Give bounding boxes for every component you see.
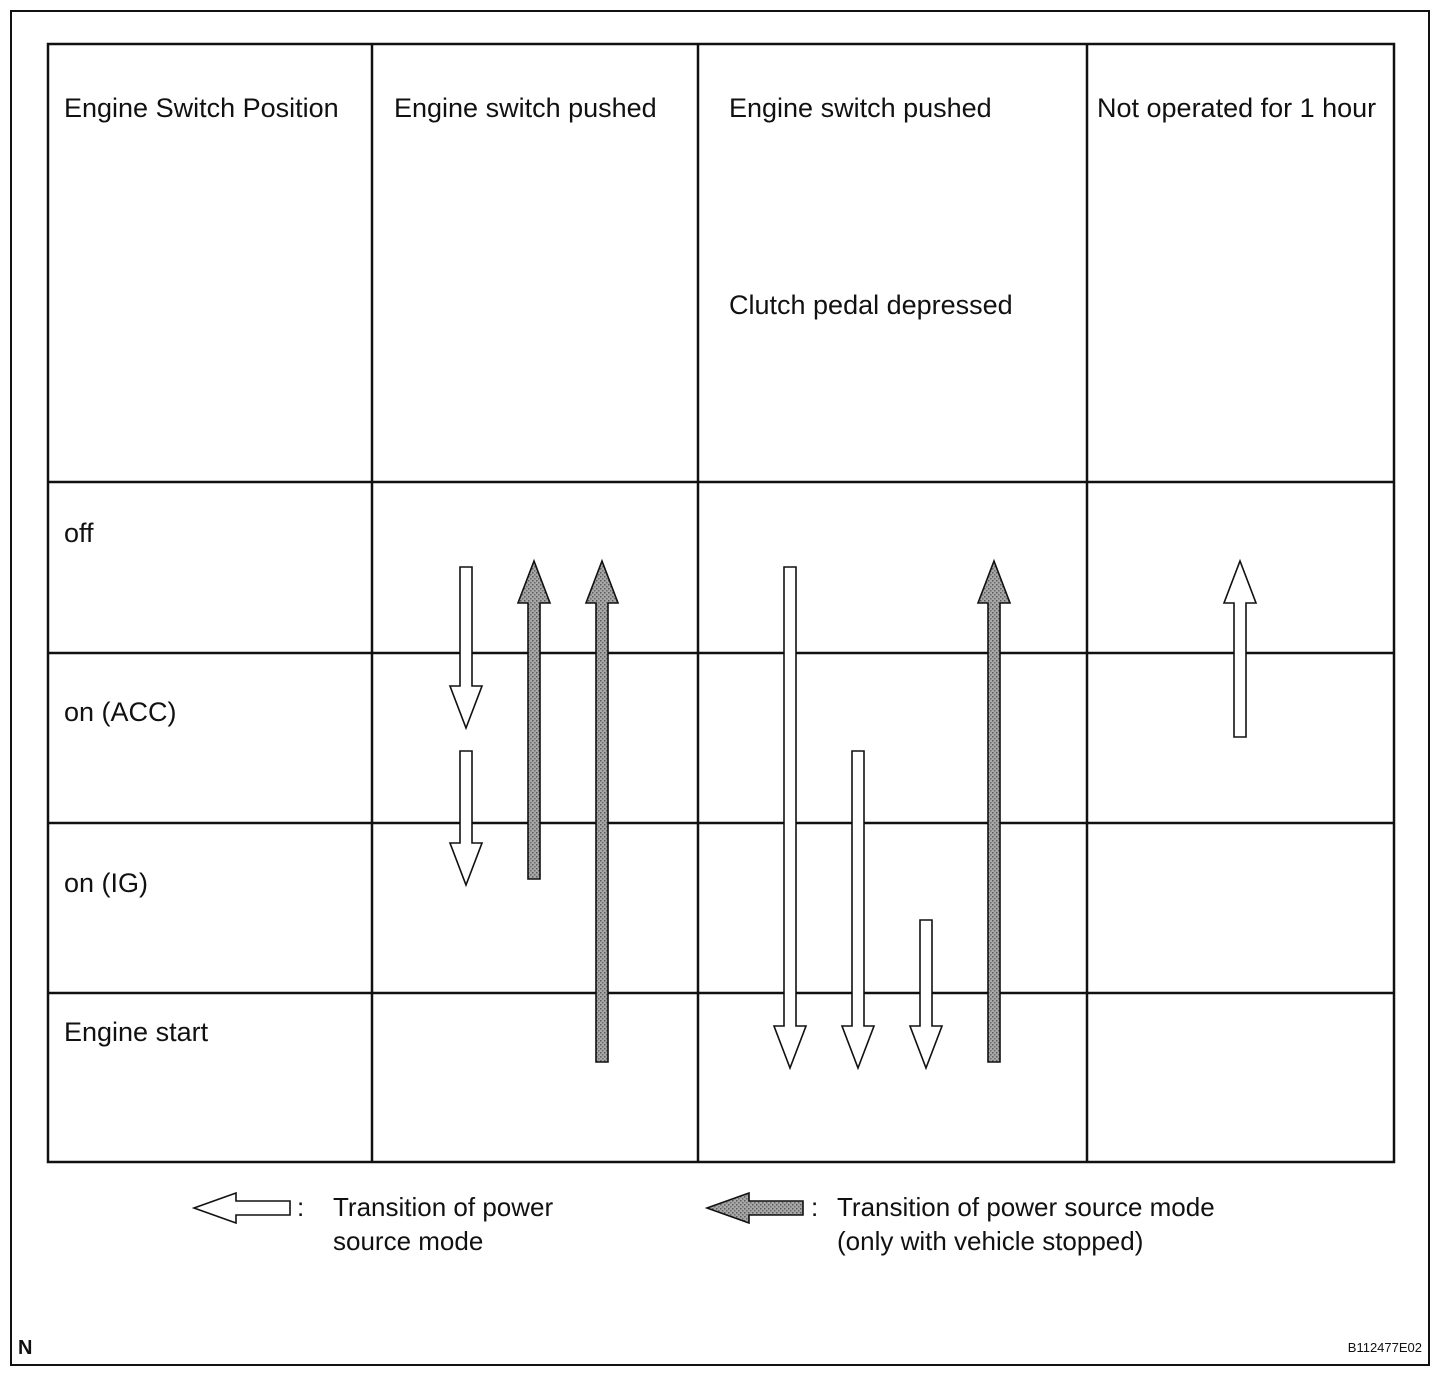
arrow-col2-off-to-acc bbox=[450, 567, 482, 728]
corner-mark: N bbox=[18, 1337, 33, 1359]
legend-shaded-arrow-icon bbox=[707, 1193, 803, 1223]
row-label-on-acc: on (ACC) bbox=[64, 697, 177, 727]
figure-code: B112477E02 bbox=[1347, 1340, 1422, 1355]
table-border bbox=[48, 44, 1394, 1162]
header-clutch-pedal-depressed: Clutch pedal depressed bbox=[729, 290, 1013, 320]
arrow-col2-ig-to-off bbox=[518, 561, 550, 879]
arrow-col2-start-to-off bbox=[586, 561, 618, 1062]
arrow-col4-acc-to-off bbox=[1224, 561, 1256, 737]
row-label-engine-start: Engine start bbox=[64, 1017, 209, 1047]
legend-shaded-label-line1: Transition of power source mode bbox=[837, 1192, 1215, 1222]
arrow-col3-start-to-off bbox=[978, 561, 1010, 1062]
header-engine-switch-pushed: Engine switch pushed bbox=[394, 93, 657, 123]
row-label-off: off bbox=[64, 518, 94, 548]
legend bbox=[194, 1192, 1215, 1256]
legend-open-arrow-icon bbox=[194, 1193, 290, 1223]
legend-open-label-line1: Transition of power bbox=[333, 1192, 554, 1222]
arrow-col2-acc-to-ig bbox=[450, 751, 482, 885]
header-engine-switch-position: Engine Switch Position bbox=[64, 93, 339, 123]
row-label-on-ig: on (IG) bbox=[64, 868, 149, 898]
header-engine-switch-pushed-clutch: Engine switch pushed bbox=[729, 93, 992, 123]
legend-open-label-line2: source mode bbox=[333, 1226, 484, 1256]
transition-table-grid bbox=[48, 44, 1394, 1162]
legend-shaded-colon: : bbox=[811, 1192, 819, 1222]
legend-open-colon: : bbox=[297, 1192, 305, 1222]
legend-shaded-label-line2: (only with vehicle stopped) bbox=[837, 1226, 1144, 1256]
header-not-operated: Not operated for 1 hour bbox=[1097, 93, 1377, 123]
arrow-col3-acc-to-start bbox=[842, 751, 874, 1068]
